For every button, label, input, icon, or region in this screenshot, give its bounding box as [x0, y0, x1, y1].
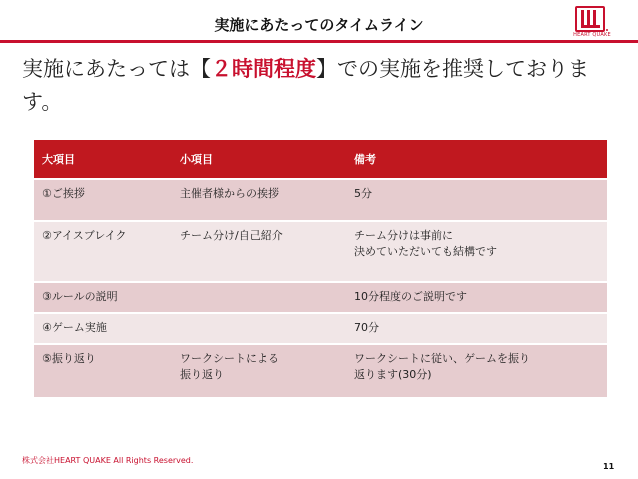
timeline-table: [34, 140, 607, 397]
cell-note: チーム分けは事前に 決めていただいても結構です: [346, 221, 607, 282]
cell-major: ②アイスブレイク: [34, 221, 172, 282]
table-row: [34, 221, 607, 282]
cell-minor: ワークシートによる 振り返り: [172, 344, 346, 397]
cell-minor: [172, 282, 346, 313]
column-header-note: 備考: [346, 140, 607, 179]
table-row: [34, 282, 607, 313]
logo-wordmark: HEART QUAKE: [573, 32, 611, 38]
cell-note: 5分: [346, 179, 607, 221]
page-number: 11: [603, 462, 615, 471]
slide-title: 実施にあたってのタイムライン: [214, 16, 424, 34]
cell-note: 70分: [346, 313, 607, 344]
table-header-row: [34, 140, 607, 179]
headline-text-1: 実施にあたっては【: [22, 57, 211, 81]
cell-minor: 主催者様からの挨拶: [172, 179, 346, 221]
headline-emphasis: ２時間程度: [211, 57, 316, 81]
table-row: [34, 179, 607, 221]
cell-major: ③ルールの説明: [34, 282, 172, 313]
cell-major: ⑤振り返り: [34, 344, 172, 397]
column-header-minor: 小項目: [172, 140, 346, 179]
cell-major: ①ご挨拶: [34, 179, 172, 221]
cell-minor: [172, 313, 346, 344]
cell-major: ④ゲーム実施: [34, 313, 172, 344]
table-row: [34, 313, 607, 344]
cell-minor: チーム分け/自己紹介: [172, 221, 346, 282]
headline: [22, 53, 622, 119]
cell-note: 10分程度のご説明です: [346, 282, 607, 313]
cell-note: ワークシートに従い、ゲームを振り 返ります(30分): [346, 344, 607, 397]
column-header-major: 大項目: [34, 140, 172, 179]
headline-text-2: 】での実施を推奨しております。: [22, 57, 589, 114]
table-row: [34, 344, 607, 397]
copyright-notice: 株式会社HEART QUAKE All Rights Reserved.: [22, 456, 194, 465]
header-divider: [0, 40, 638, 43]
